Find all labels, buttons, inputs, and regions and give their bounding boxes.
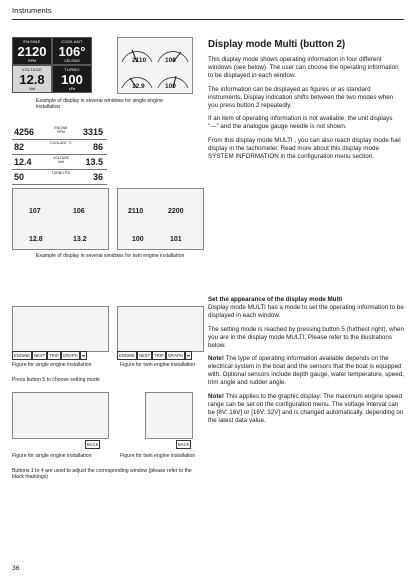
digi-cell [12,37,52,65]
caption-fig-twin-b: Figure for twin engine installation [120,453,196,459]
cell-label: COOLANT [61,39,83,44]
setting-figure-twin [117,306,204,352]
twin-gauge-panel-right [117,188,204,250]
setting-back-figure-single [12,392,109,439]
row-right-value: 86 [92,142,103,152]
cell-value: 100 [61,72,83,87]
paragraph-system-info: From this display mode MULTI , you can also reach display mode fuel display in the tachometer. Read more about this display mode SYSTEM INFORMATION in the configuration menu section. [208,137,401,161]
engine-button[interactable]: ENGINE [14,353,31,358]
cell-value: 12.8 [19,72,45,87]
trip-button[interactable]: TRIP [154,353,164,358]
data-row [12,170,107,185]
next-button[interactable]: NEXT [139,353,151,358]
row-left-value: 82 [14,142,25,152]
menu-button-bar [12,351,87,360]
gauge-value: 2110 [128,208,144,215]
graph-button[interactable]: GRAPH [167,353,183,358]
setup-text-column [208,296,404,431]
gauge-value: 101 [170,236,182,243]
gauge-value: 106 [73,208,85,215]
next-button[interactable]: NEXT [34,353,46,358]
paragraph-not-available: If an item of operating information is not available, the unit displays "—" and the analogue gauge needle is not shown. [208,115,393,131]
row-label: TURBO PSI [51,171,71,175]
gauge-dials [118,38,192,93]
arrow-right-icon[interactable]: ➡ [186,353,191,358]
gauge-value: 107 [29,208,41,215]
gauge-value: 100 [132,236,144,243]
cell-value: 2120 [17,44,47,59]
menu-button-bar [117,351,192,360]
note-label: Note! [208,393,224,401]
caption-fig-single-b: Figure for single engine installation [12,453,92,459]
intro-paragraph: This display mode shows operating information in four different windows (see below). The user can choose the operating information to be displayed in each window. [208,56,399,79]
back-button-bar [176,440,191,449]
single-engine-gauge-display [117,37,193,94]
cell-value: 106° [58,44,86,59]
setting-figure-single [12,306,109,352]
gauge-value: 106 [165,57,176,64]
digi-cell [12,65,52,93]
caption-press5: Press button 5 to choose setting mode [12,377,100,383]
cell-label: ENGINE [23,39,41,44]
setup-heading: Set the appearance of the display mode Multi [208,296,343,303]
trip-button[interactable]: TRIP [49,353,59,358]
arrow-right-icon[interactable]: ➡ [81,353,86,358]
caption-fig-single-a: Figure for single engine installation [12,362,92,368]
back-button[interactable]: BACK [87,442,99,447]
graph-button[interactable]: GRAPH [62,353,78,358]
note-paragraph-1 [208,355,404,387]
twin-gauge-panel-left [12,188,109,250]
cell-label: VOLTAGE [21,67,43,72]
digi-cell [52,37,92,65]
section-header: Instruments [12,6,52,15]
row-label: VOLTAGE Volt [52,156,69,164]
note-text: The type of operating information available depends on the electrical system in the boat and the sensors that the boat is equipped with. Optional sensors include depth gauge, water temperature, speed, trim angle and rudder angle. [208,355,404,387]
cell-unit: kPa [68,87,76,91]
caption-single-engine: Example of display in several windows for single engine installation [36,98,163,111]
row-left-value: 50 [14,172,25,182]
setup-paragraph-2: The setting mode is reached by pressing button 5 (furthest right), when you are in the display mode MULTI. Please refer to the illustrations below. [208,325,404,349]
gauge-value: 2200 [168,208,184,215]
row-left-value: 4256 [14,127,35,137]
gauge-value: 2110 [132,57,147,64]
main-text-column [208,39,404,167]
cell-unit: RPM [28,59,36,63]
note-paragraph-2 [208,393,404,425]
page-number: 36 [12,565,20,572]
note-label: Note! [208,355,224,363]
engine-button[interactable]: ENGINE [119,353,136,358]
row-right-value: 36 [92,172,103,182]
gauge-value: 12.8 [29,236,43,243]
setting-back-figure-twin [145,392,193,439]
row-label: ENGINE RPM [54,126,68,134]
cell-unit: CELSIUS [64,59,80,63]
single-engine-digital-display [12,37,92,92]
caption-twin-engine: Example of display in several windows for twin engine installation [36,253,185,259]
caption-fig-twin-a: Figure for twin engine installation [120,362,196,368]
cell-unit: Volt [29,87,35,91]
row-left-value: 12.4 [14,157,32,167]
back-button[interactable]: BACK [178,442,190,447]
back-button-bar [85,440,100,449]
caption-buttons: Buttons 1 to 4 are used to adjust the corresponding window (please refer to the black markings) [12,468,192,481]
paragraph-display-modes: The information can be displayed as figures or as standard instruments. Display indication shifts between the two modes when you press button 2 repeatedly. [208,85,394,109]
row-right-value: 3315 [82,127,103,137]
cell-label: TURBO [64,67,80,72]
data-row [12,155,107,170]
digi-cell [52,65,92,93]
header-rule [12,19,404,20]
page-title: Display mode Multi (button 2) [208,39,346,50]
note-text: This applies to the graphic display: The maximum engine speed range can be set on the configuration menu. The voltage interval can be [8V: 16V] or [16V: 32V] and is changed automatically, depending on the latest data value. [208,393,404,424]
data-row [12,140,107,155]
gauge-value: 13.2 [73,236,87,243]
twin-engine-digital-display [12,125,107,185]
setup-paragraph-1: Display mode MULTI has a mode to set the operating information to be displayed in each window. [208,303,404,319]
gauge-value: 100 [165,83,176,90]
gauge-value: 12.9 [132,83,145,90]
row-label: COOLANT °C [50,141,72,145]
row-right-value: 13.5 [85,157,103,167]
data-row [12,125,107,140]
